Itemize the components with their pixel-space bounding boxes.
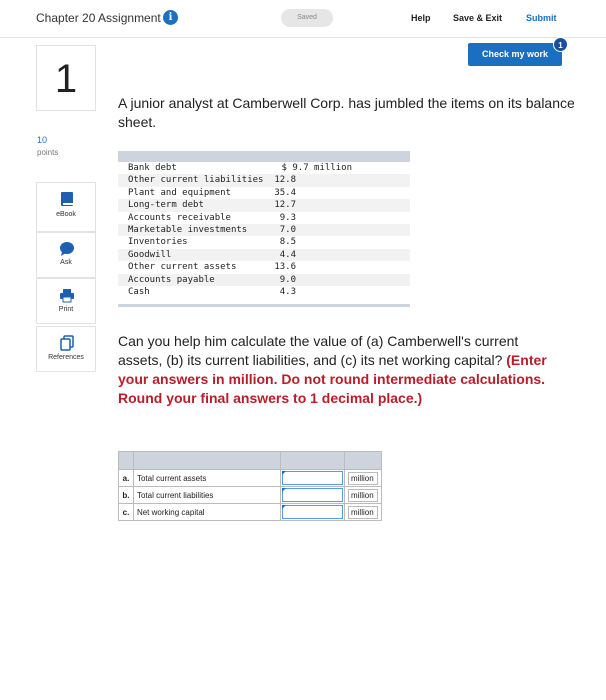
data-table-footer	[118, 304, 410, 307]
save-exit-link[interactable]: Save & Exit	[453, 13, 503, 23]
answer-input[interactable]	[282, 471, 343, 485]
item-value: 9.3	[279, 212, 296, 223]
points-value: 10	[37, 135, 48, 145]
answer-row	[119, 470, 382, 487]
check-work-count-badge: 1	[553, 37, 568, 52]
chat-bubble-icon	[59, 241, 75, 257]
item-label: Accounts receivable	[128, 212, 231, 223]
question-prompt-text: Can you help him calculate the value of (a) Camberwell's current assets, (b) its current liabilities, and (c) its net working capital?	[118, 333, 519, 368]
table-row	[118, 162, 410, 174]
print-label: Print	[58, 306, 74, 313]
item-value: 7.0	[279, 225, 296, 235]
answer-row	[119, 504, 382, 521]
table-row	[118, 224, 410, 236]
answer-table	[118, 451, 382, 521]
info-icon[interactable]: i	[163, 10, 178, 25]
documents-icon	[59, 335, 75, 351]
table-row	[118, 249, 410, 261]
check-my-work-button[interactable]: Check my work	[468, 43, 562, 66]
table-row	[118, 236, 410, 248]
table-row	[118, 286, 410, 298]
item-value: 13.6	[274, 262, 296, 273]
question-prompt	[118, 332, 548, 408]
answer-table-header	[119, 452, 382, 470]
book-icon	[59, 191, 75, 207]
item-label: Other current assets	[128, 262, 237, 273]
printer-icon	[59, 287, 75, 303]
answer-label: Total current assets	[133, 470, 280, 487]
answer-row	[119, 487, 382, 504]
table-row	[118, 199, 410, 211]
question-number: 1	[36, 45, 96, 111]
item-value: 9.0	[279, 274, 296, 285]
saved-status-badge: Saved	[281, 9, 333, 27]
answer-label: Total current liabilities	[133, 487, 280, 504]
item-value: 8.5	[279, 237, 296, 248]
item-value: 35.4	[274, 187, 296, 198]
top-bar	[0, 0, 606, 38]
answer-letter: a.	[119, 470, 134, 487]
item-value: 12.8	[274, 175, 296, 186]
assignment-title: Chapter 20 Assignment	[36, 11, 161, 25]
table-row	[118, 187, 410, 199]
item-label: Other current liabilities	[128, 175, 264, 186]
points-label: points	[37, 148, 59, 157]
submit-link[interactable]: Submit	[526, 13, 557, 23]
item-label: Bank debt	[128, 163, 177, 173]
item-label: Accounts payable	[128, 274, 215, 285]
answer-input[interactable]	[282, 488, 343, 502]
item-value: $ 9.7 million	[281, 163, 352, 173]
ask-button[interactable]	[36, 232, 96, 278]
item-value: 4.3	[279, 287, 296, 297]
table-row	[118, 174, 410, 186]
answer-input[interactable]	[282, 505, 343, 519]
data-table-header	[118, 151, 410, 162]
question-intro: A junior analyst at Camberwell Corp. has jumbled the items on its balance sheet.	[118, 95, 575, 130]
references-button[interactable]	[36, 326, 96, 372]
ask-label: Ask	[60, 259, 72, 266]
help-link[interactable]: Help	[411, 13, 431, 23]
ebook-label: eBook	[56, 211, 76, 218]
table-row	[118, 261, 410, 273]
ebook-button[interactable]	[36, 182, 96, 232]
print-button[interactable]	[36, 278, 96, 324]
item-label: Long-term debt	[128, 200, 204, 211]
question-instructions: (Enter your answers in million. Do not round intermediate calculations. Round your final answers to 1 decimal place.)	[118, 352, 547, 406]
item-label: Marketable investments	[128, 225, 248, 235]
references-label: References	[48, 354, 84, 361]
item-value: 12.7	[274, 200, 296, 211]
unit-label: million	[348, 472, 378, 485]
table-row	[118, 212, 410, 224]
item-label: Goodwill	[128, 249, 172, 260]
answer-letter: b.	[119, 487, 134, 504]
unit-label: million	[348, 506, 378, 519]
answer-label: Net working capital	[133, 504, 280, 521]
item-value: 4.4	[279, 249, 296, 260]
item-label: Cash	[128, 287, 150, 297]
item-label: Inventories	[128, 237, 188, 248]
unit-label: million	[348, 489, 378, 502]
item-label: Plant and equipment	[128, 187, 231, 198]
table-row	[118, 274, 410, 286]
answer-letter: c.	[119, 504, 134, 521]
